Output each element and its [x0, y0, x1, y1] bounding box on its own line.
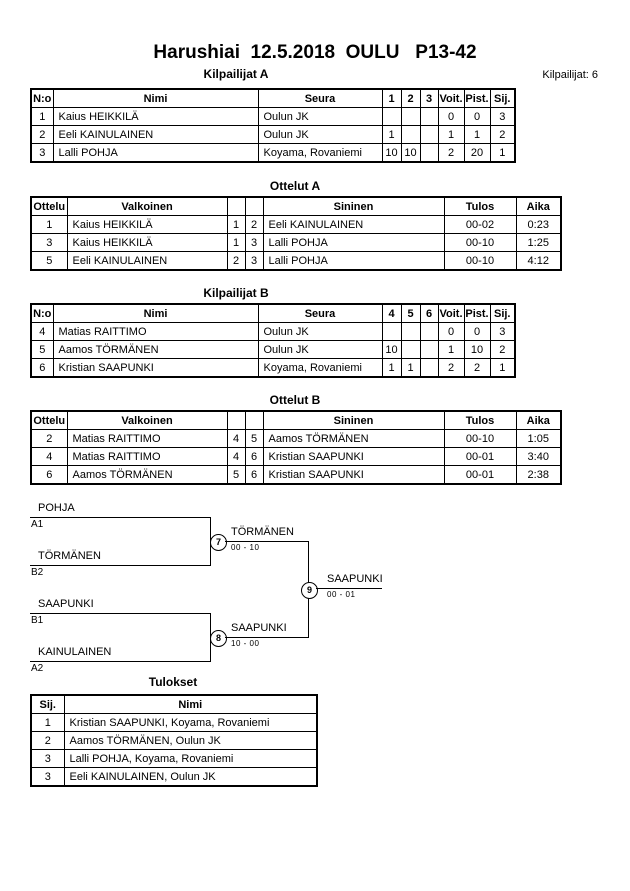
cell-white-name: Aamos TÖRMÄNEN: [67, 466, 227, 485]
cell-name: Kaius HEIKKILÄ: [53, 108, 258, 126]
cell-blue-no: 6: [245, 448, 263, 466]
bracket-line: [30, 517, 210, 518]
match-row: [31, 466, 561, 485]
bracket-line: [225, 637, 308, 638]
cell-m2: [401, 323, 420, 341]
col-header-place: Sij.: [490, 89, 515, 108]
cell-name: Kristian SAAPUNKI: [53, 359, 258, 378]
cell-no: 2: [31, 126, 53, 144]
bracket-slot-code: A1: [31, 519, 44, 530]
col-header-points: Pist.: [464, 89, 490, 108]
competitor-row: [31, 323, 515, 341]
cell-place: 3: [490, 323, 515, 341]
cell-name: Lalli POHJA, Koyama, Rovaniemi: [64, 750, 317, 768]
cell-place: 2: [31, 732, 64, 750]
cell-place: 1: [490, 359, 515, 378]
cell-blue-name: Lalli POHJA: [263, 234, 444, 252]
cell-place: 3: [31, 768, 64, 787]
competitor-row: [31, 341, 515, 359]
col-header-time: Aika: [516, 411, 561, 430]
col-header-blue-no: [245, 197, 263, 216]
cell-m3: [420, 359, 438, 378]
cell-wins: 2: [438, 359, 464, 378]
col-header-blue: Sininen: [263, 411, 444, 430]
cell-wins: 2: [438, 144, 464, 163]
match-row: [31, 430, 561, 448]
cell-blue-name: Kristian SAAPUNKI: [263, 466, 444, 485]
cell-m2: [401, 108, 420, 126]
cell-points: 0: [464, 323, 490, 341]
pool-b-header-row: [31, 304, 515, 323]
cell-points: 0: [464, 108, 490, 126]
bracket-winner-name: SAAPUNKI: [231, 622, 287, 634]
cell-white-no: 1: [227, 216, 245, 234]
col-header-blue: Sininen: [263, 197, 444, 216]
cell-blue-name: Eeli KAINULAINEN: [263, 216, 444, 234]
bracket-match-number: 9: [301, 582, 318, 599]
col-header-m2: 2: [401, 89, 420, 108]
col-header-name: Nimi: [64, 695, 317, 714]
col-header-m3: 3: [420, 89, 438, 108]
bracket-line: [225, 541, 308, 542]
competitor-row: [31, 359, 515, 378]
bracket-slot-name: SAAPUNKI: [38, 598, 94, 610]
bracket-line: [30, 661, 210, 662]
col-header-white-no: [227, 197, 245, 216]
pool-a-header-row: [31, 89, 515, 108]
col-header-no: N:o: [31, 304, 53, 323]
bracket-match-score: 10 - 00: [231, 639, 260, 648]
cell-m1: [382, 108, 401, 126]
cell-white-no: 5: [227, 466, 245, 485]
col-header-white: Valkoinen: [67, 411, 227, 430]
cell-m3: [420, 126, 438, 144]
cell-result: 00-02: [444, 216, 516, 234]
cell-time: 1:25: [516, 234, 561, 252]
bracket-slot-name: KAINULAINEN: [38, 646, 112, 658]
bracket-match-score: 00 - 10: [231, 543, 260, 552]
cell-m2: [401, 126, 420, 144]
cell-match-no: 3: [31, 234, 67, 252]
cell-result: 00-10: [444, 252, 516, 271]
cell-match-no: 6: [31, 466, 67, 485]
cell-m3: [420, 144, 438, 163]
cell-wins: 0: [438, 108, 464, 126]
col-header-m2: 5: [401, 304, 420, 323]
col-header-name: Nimi: [53, 89, 258, 108]
cell-match-no: 2: [31, 430, 67, 448]
pool-a-table: [30, 88, 516, 163]
result-row: [31, 732, 317, 750]
cell-match-no: 5: [31, 252, 67, 271]
cell-no: 5: [31, 341, 53, 359]
col-header-name: Nimi: [53, 304, 258, 323]
bracket-slot-name: TÖRMÄNEN: [38, 550, 101, 562]
cell-club: Oulun JK: [258, 126, 382, 144]
cell-blue-name: Lalli POHJA: [263, 252, 444, 271]
col-header-club: Seura: [258, 304, 382, 323]
cell-name: Lalli POHJA: [53, 144, 258, 163]
match-row: [31, 448, 561, 466]
result-row: [31, 750, 317, 768]
cell-club: Oulun JK: [258, 108, 382, 126]
col-header-no: N:o: [31, 89, 53, 108]
bracket-match-score: 00 - 01: [327, 590, 356, 599]
bracket-match-number: 8: [210, 630, 227, 647]
match-row: [31, 252, 561, 271]
col-header-white-no: [227, 411, 245, 430]
col-header-m3: 6: [420, 304, 438, 323]
cell-blue-no: 2: [245, 216, 263, 234]
cell-wins: 1: [438, 126, 464, 144]
page-title: Harushiai 12.5.2018 OULU P13-42: [153, 42, 477, 63]
competitor-row: [31, 108, 515, 126]
bracket-line: [30, 613, 210, 614]
result-row: [31, 768, 317, 787]
cell-no: 6: [31, 359, 53, 378]
col-header-wins: Voit.: [438, 89, 464, 108]
cell-name: Aamos TÖRMÄNEN, Oulun JK: [64, 732, 317, 750]
cell-place: 1: [31, 714, 64, 732]
cell-name: Matias RAITTIMO: [53, 323, 258, 341]
results-title: Tulokset: [148, 675, 198, 689]
cell-m2: 10: [401, 144, 420, 163]
cell-blue-no: 3: [245, 234, 263, 252]
match-row: [31, 234, 561, 252]
cell-blue-name: Kristian SAAPUNKI: [263, 448, 444, 466]
results-table: [30, 694, 318, 787]
cell-no: 4: [31, 323, 53, 341]
cell-club: Oulun JK: [258, 323, 382, 341]
cell-match-no: 1: [31, 216, 67, 234]
cell-white-name: Eeli KAINULAINEN: [67, 252, 227, 271]
cell-no: 1: [31, 108, 53, 126]
cell-place: 3: [31, 750, 64, 768]
matches-a-title: Ottelut A: [269, 179, 321, 193]
col-header-result: Tulos: [444, 411, 516, 430]
cell-white-no: 1: [227, 234, 245, 252]
cell-place: 3: [490, 108, 515, 126]
cell-white-name: Matias RAITTIMO: [67, 448, 227, 466]
col-header-place: Sij.: [490, 304, 515, 323]
cell-white-name: Kaius HEIKKILÄ: [67, 234, 227, 252]
cell-result: 00-10: [444, 430, 516, 448]
cell-time: 4:12: [516, 252, 561, 271]
cell-match-no: 4: [31, 448, 67, 466]
cell-m3: [420, 341, 438, 359]
col-header-points: Pist.: [464, 304, 490, 323]
cell-wins: 1: [438, 341, 464, 359]
cell-name: Kristian SAAPUNKI, Koyama, Rovaniemi: [64, 714, 317, 732]
cell-club: Koyama, Rovaniemi: [258, 359, 382, 378]
matches-a-table: [30, 196, 562, 271]
matches-b-header-row: [31, 411, 561, 430]
cell-points: 20: [464, 144, 490, 163]
cell-blue-no: 6: [245, 466, 263, 485]
bracket-winner-name: TÖRMÄNEN: [231, 526, 294, 538]
cell-wins: 0: [438, 323, 464, 341]
bracket-slot-name: POHJA: [38, 502, 75, 514]
cell-name: Eeli KAINULAINEN: [53, 126, 258, 144]
cell-points: 1: [464, 126, 490, 144]
cell-result: 00-01: [444, 448, 516, 466]
result-row: [31, 714, 317, 732]
cell-time: 2:38: [516, 466, 561, 485]
bracket-slot-code: B1: [31, 615, 44, 626]
col-header-blue-no: [245, 411, 263, 430]
matches-a-header-row: [31, 197, 561, 216]
bracket-winner-name: SAAPUNKI: [327, 573, 383, 585]
cell-white-name: Matias RAITTIMO: [67, 430, 227, 448]
cell-m1: [382, 323, 401, 341]
cell-m2: 1: [401, 359, 420, 378]
cell-time: 3:40: [516, 448, 561, 466]
competitors-count: Kilpailijat: 6: [542, 69, 598, 81]
match-row: [31, 216, 561, 234]
cell-blue-name: Aamos TÖRMÄNEN: [263, 430, 444, 448]
pool-b-table: [30, 303, 516, 378]
bracket-line: [30, 565, 210, 566]
cell-white-no: 2: [227, 252, 245, 271]
col-header-match: Ottelu: [31, 411, 67, 430]
col-header-white: Valkoinen: [67, 197, 227, 216]
cell-time: 0:23: [516, 216, 561, 234]
cell-white-no: 4: [227, 448, 245, 466]
col-header-m1: 4: [382, 304, 401, 323]
cell-points: 2: [464, 359, 490, 378]
cell-place: 1: [490, 144, 515, 163]
results-header-row: [31, 695, 317, 714]
cell-place: 2: [490, 126, 515, 144]
cell-m1: 1: [382, 126, 401, 144]
cell-m2: [401, 341, 420, 359]
pool-a-title: Kilpailijat A: [203, 67, 269, 81]
matches-b-table: [30, 410, 562, 485]
cell-m1: 1: [382, 359, 401, 378]
bracket-line: [316, 588, 382, 589]
col-header-m1: 1: [382, 89, 401, 108]
cell-m1: 10: [382, 341, 401, 359]
cell-name: Eeli KAINULAINEN, Oulun JK: [64, 768, 317, 787]
col-header-club: Seura: [258, 89, 382, 108]
col-header-time: Aika: [516, 197, 561, 216]
cell-club: Oulun JK: [258, 341, 382, 359]
cell-result: 00-01: [444, 466, 516, 485]
col-header-result: Tulos: [444, 197, 516, 216]
cell-white-no: 4: [227, 430, 245, 448]
pool-b-title: Kilpailijat B: [203, 286, 269, 300]
cell-blue-no: 5: [245, 430, 263, 448]
cell-place: 2: [490, 341, 515, 359]
matches-b-title: Ottelut B: [269, 393, 321, 407]
competitor-row: [31, 144, 515, 163]
competitor-row: [31, 126, 515, 144]
cell-club: Koyama, Rovaniemi: [258, 144, 382, 163]
col-header-place: Sij.: [31, 695, 64, 714]
col-header-match: Ottelu: [31, 197, 67, 216]
bracket-match-number: 7: [210, 534, 227, 551]
cell-m3: [420, 323, 438, 341]
cell-m3: [420, 108, 438, 126]
bracket-slot-code: A2: [31, 663, 44, 674]
cell-no: 3: [31, 144, 53, 163]
cell-white-name: Kaius HEIKKILÄ: [67, 216, 227, 234]
cell-blue-no: 3: [245, 252, 263, 271]
bracket-slot-code: B2: [31, 567, 44, 578]
cell-points: 10: [464, 341, 490, 359]
col-header-wins: Voit.: [438, 304, 464, 323]
cell-name: Aamos TÖRMÄNEN: [53, 341, 258, 359]
cell-time: 1:05: [516, 430, 561, 448]
cell-result: 00-10: [444, 234, 516, 252]
cell-m1: 10: [382, 144, 401, 163]
